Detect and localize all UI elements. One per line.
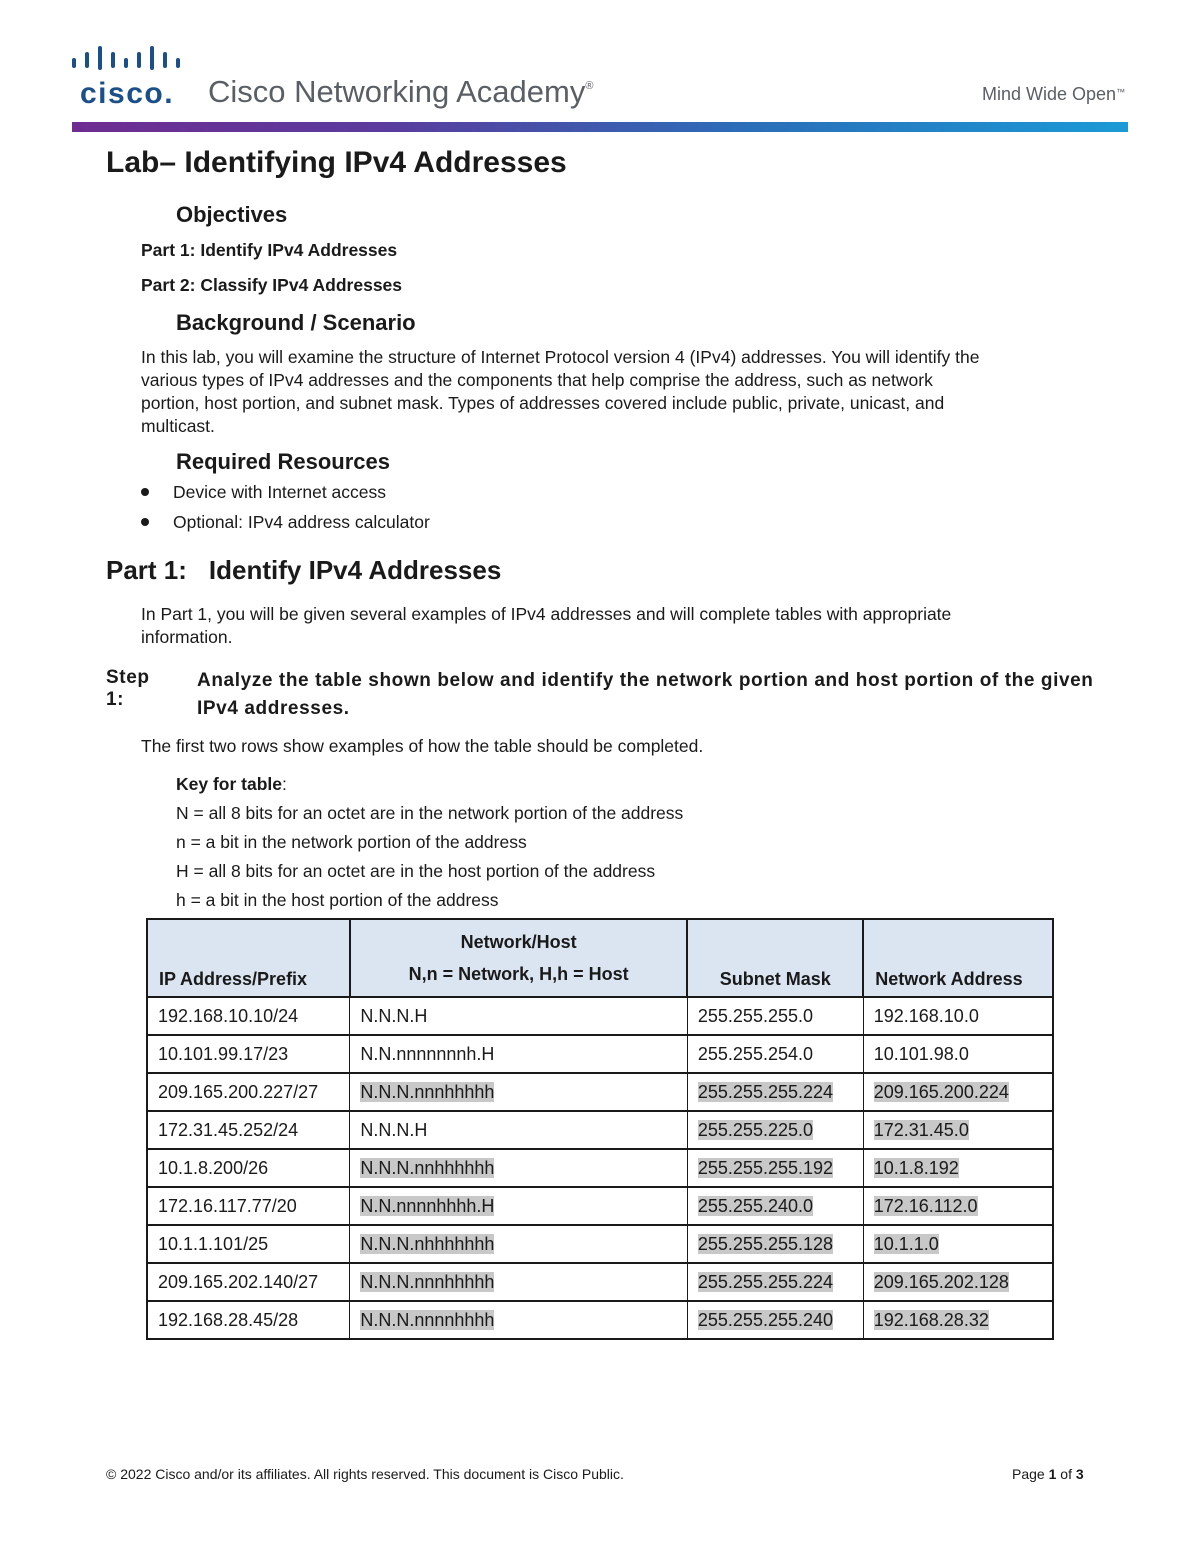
background-heading: Background / Scenario [176, 310, 416, 335]
table-row [147, 1073, 1053, 1111]
background-line: multicast. [141, 416, 215, 436]
ipv4-table [146, 918, 1054, 1340]
cell-subnet-mask [687, 1111, 863, 1149]
cell-network-address [863, 1073, 1053, 1111]
resource-item: Optional: IPv4 address calculator [141, 512, 430, 533]
table-row [147, 1149, 1053, 1187]
cell-network-address [863, 1149, 1053, 1187]
cell-network-host-value: N.N.N.nnhhhhhh [360, 1157, 495, 1178]
cell-ip-address [147, 1301, 350, 1339]
objectives-heading: Objectives [176, 202, 288, 227]
table-row [147, 1035, 1053, 1073]
cell-network-address [863, 1263, 1053, 1301]
cell-network-address-value: 209.165.200.224 [873, 1081, 1009, 1102]
cell-subnet-mask [687, 997, 863, 1035]
cell-ip-address [147, 1263, 350, 1301]
cell-network-host [350, 1149, 688, 1187]
cell-subnet-mask [687, 1225, 863, 1263]
key-line: N = all 8 bits for an octet are in the network portion of the address [176, 803, 684, 823]
page-number: Page 1 of 3 [1012, 1466, 1084, 1482]
cell-network-host [350, 1187, 688, 1225]
part1-heading: Part 1: Identify IPv4 Addresses [106, 555, 502, 585]
cell-network-address [863, 1111, 1053, 1149]
cell-subnet-mask-value: 255.255.254.0 [697, 1043, 814, 1064]
key-line: n = a bit in the network portion of the address [176, 832, 527, 852]
table-row [147, 1301, 1053, 1339]
cell-ip-address-value: 10.1.8.200/26 [158, 1157, 269, 1178]
header-gradient-rule [72, 122, 1128, 132]
cell-network-address-value: 10.1.1.0 [873, 1233, 939, 1254]
cell-subnet-mask-value: 255.255.255.224 [697, 1271, 834, 1292]
table-key [176, 770, 683, 915]
cell-subnet-mask-value: 255.255.255.224 [697, 1081, 834, 1102]
background-line: In this lab, you will examine the structure of Internet Protocol version 4 (IPv4) addresses. You will identify the [141, 347, 980, 367]
objective-part-1: Part 1: Identify IPv4 Addresses [141, 240, 398, 260]
cell-network-address [863, 1187, 1053, 1225]
table-row [147, 997, 1053, 1035]
intro-line: information. [141, 627, 233, 647]
cell-network-address [863, 1035, 1053, 1073]
col-header-network-address: Network Address [863, 919, 1053, 997]
cell-ip-address-value: 192.168.10.10/24 [158, 1005, 299, 1026]
brand-name: Cisco Networking Academy® [208, 74, 594, 109]
cell-ip-address-value: 209.165.200.227/27 [158, 1081, 319, 1102]
col-header-network-host-bottom: N,n = Network, H,h = Host [408, 964, 629, 984]
cell-network-address-value: 192.168.28.32 [873, 1309, 989, 1330]
cell-network-host-value: N.N.nnnnnnnh.H [360, 1043, 495, 1064]
cell-ip-address-value: 10.1.1.101/25 [158, 1233, 269, 1254]
cell-ip-address-value: 172.16.117.77/20 [158, 1195, 297, 1216]
table-row [147, 1225, 1053, 1263]
resource-item: Device with Internet access [141, 482, 386, 503]
cell-network-host [350, 1263, 688, 1301]
cell-subnet-mask [687, 1263, 863, 1301]
cell-subnet-mask-value: 255.255.255.0 [697, 1005, 814, 1026]
cell-ip-address [147, 1187, 350, 1225]
page-title: Lab– Identifying IPv4 Addresses [106, 146, 567, 179]
footer-copyright: © 2022 Cisco and/or its affiliates. All rights reserved. This document is Cisco Public. [106, 1466, 624, 1482]
cell-ip-address [147, 1073, 350, 1111]
cell-subnet-mask-value: 255.255.225.0 [697, 1119, 814, 1140]
cell-network-host-value: N.N.N.nnnnhhhh [360, 1309, 495, 1330]
cell-ip-address [147, 1035, 350, 1073]
cell-ip-address [147, 1225, 350, 1263]
key-line: H = all 8 bits for an octet are in the host portion of the address [176, 861, 656, 881]
cell-ip-address-value: 10.101.99.17/23 [158, 1043, 289, 1064]
cell-ip-address-value: 192.168.28.45/28 [158, 1309, 299, 1330]
cell-network-address-value: 172.31.45.0 [873, 1119, 969, 1140]
cell-network-host-value: N.N.N.H [360, 1005, 428, 1026]
key-line: h = a bit in the host portion of the address [176, 890, 499, 910]
table-row [147, 1263, 1053, 1301]
cell-network-host [350, 1073, 688, 1111]
cell-subnet-mask [687, 1035, 863, 1073]
col-header-network-host [350, 919, 688, 997]
cell-network-host [350, 1111, 688, 1149]
col-header-subnet-mask: Subnet Mask [687, 919, 863, 997]
cell-subnet-mask [687, 1187, 863, 1225]
tagline: Mind Wide Open™ [982, 84, 1126, 104]
cell-network-address-value: 10.101.98.0 [873, 1043, 969, 1064]
cell-ip-address [147, 1149, 350, 1187]
cell-subnet-mask [687, 1149, 863, 1187]
cisco-logo-word: cisco. [80, 77, 175, 110]
part1-intro [141, 603, 951, 649]
cell-network-host [350, 1035, 688, 1073]
cell-subnet-mask [687, 1301, 863, 1339]
background-line: various types of IPv4 addresses and the components that help comprise the address, such as network [141, 370, 933, 390]
cell-subnet-mask-value: 255.255.255.240 [697, 1309, 834, 1330]
cell-ip-address [147, 1111, 350, 1149]
step-text: Analyze the table shown below and identify the network portion and host portion of the given IPv4 addresses. [197, 670, 1094, 719]
cell-ip-address-value: 209.165.202.140/27 [158, 1271, 319, 1292]
cell-ip-address-value: 172.31.45.252/24 [158, 1119, 299, 1140]
cell-network-address [863, 1301, 1053, 1339]
col-header-ip: IP Address/Prefix [147, 919, 350, 997]
key-title: Key for table: [176, 774, 287, 794]
bullet-icon [141, 518, 149, 526]
cell-network-host-value: N.N.N.nhhhhhhh [360, 1233, 495, 1254]
cell-subnet-mask-value: 255.255.255.128 [697, 1233, 834, 1254]
cisco-logo-bars-icon [72, 44, 184, 74]
step-note: The first two rows show examples of how the table should be completed. [141, 736, 704, 756]
cell-network-address [863, 997, 1053, 1035]
cell-network-host-value: N.N.N.nnnhhhhh [360, 1081, 495, 1102]
cell-network-address-value: 192.168.10.0 [873, 1005, 979, 1026]
cell-network-host [350, 997, 688, 1035]
cell-ip-address [147, 997, 350, 1035]
col-header-network-host-top: Network/Host [460, 932, 577, 952]
resources-heading: Required Resources [176, 449, 390, 474]
cell-subnet-mask-value: 255.255.240.0 [697, 1195, 814, 1216]
intro-line: In Part 1, you will be given several examples of IPv4 addresses and will complete tables with appropriate [141, 604, 952, 624]
cell-network-host [350, 1225, 688, 1263]
background-line: portion, host portion, and subnet mask. Types of addresses covered include public, private, unicast, and [141, 393, 945, 413]
cell-network-host-value: N.N.N.nnnhhhhh [360, 1271, 495, 1292]
background-paragraph [141, 346, 979, 438]
objective-part-2: Part 2: Classify IPv4 Addresses [141, 275, 403, 295]
cell-network-host-value: N.N.N.H [360, 1119, 428, 1140]
cell-network-address [863, 1225, 1053, 1263]
cell-network-host-value: N.N.nnnnhhhh.H [360, 1195, 495, 1216]
cell-network-host [350, 1301, 688, 1339]
cell-subnet-mask [687, 1073, 863, 1111]
table-row [147, 1111, 1053, 1149]
cell-network-address-value: 10.1.8.192 [873, 1157, 959, 1178]
cell-network-address-value: 209.165.202.128 [873, 1271, 1009, 1292]
bullet-icon [141, 488, 149, 496]
cell-subnet-mask-value: 255.255.255.192 [697, 1157, 834, 1178]
cell-network-address-value: 172.16.112.0 [873, 1195, 978, 1216]
step-label: Step 1: [106, 667, 150, 710]
table-header-row [147, 919, 1053, 997]
table-row [147, 1187, 1053, 1225]
